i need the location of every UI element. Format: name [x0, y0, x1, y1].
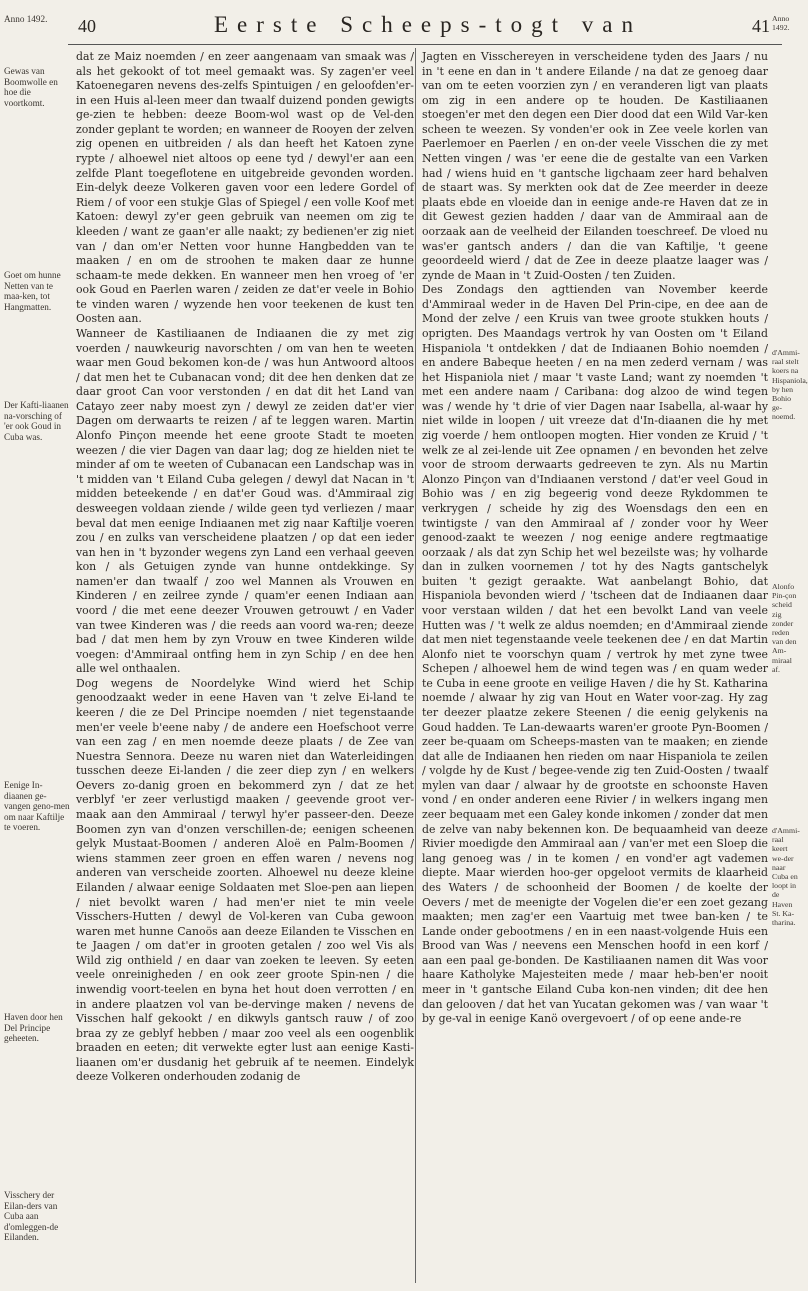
margin-note-right: d'Ammi-raal stelt koers na Hispaniola, by hen Bohio ge-noemd. [772, 348, 808, 422]
margin-note-left: Gewas van Boomwolle en hoe die voortkomt. [4, 66, 58, 108]
right-column [422, 50, 768, 1027]
paragraph: dat ze Maiz noemden / en zeer aangenaam van smaak was / als het gekookt of tot meel gemaakt was. Sy zagen'er veel Katoenegaren nevens des-zelfs Spintuigen / en geloofden'er-in een Huis al-leen meer dan twaalf duizend ponden gewigts ge-zien te hebben: deeze Boom-wol wast op de Vel-den zonder geplant te worden; en wanneer de Rooyen der zelven zig openen en uitbreiden / als dan heeft het Katoen zyne rypte / alhoewel niet altoos op eene tyd / dewyl'er aan een zelfde Plant toegeflotene en uitgebreide gevonden worden. Ein-delyk deeze Volkeren gaven voor een ledere Gordel of Riem / of voor een stukje Glas of Spiegel / een volle Koof met Katoen: dewyl zy'er geen gebruik van neemen om zig te kleeden / want ze gaan'er alle naakt; zy bedienen'er zig niet van / dan om'er Netten voor hunne Hangbedden van te maaken / en om de stroohen te maken daar ze hunne schaam-te mede dekken. En wanneer men hen vroeg of 'er ook Goud en Paerlen waren / zeiden ze dat'er veele in Bohio te vinden waren / wyzende hen voor teekenen de kust ten Oosten aan. [76, 50, 414, 326]
left-column [76, 50, 414, 1085]
column-divider [415, 48, 416, 1283]
margin-note-right: Alonfo Pin-çon scheid zig zonder reden van den Am-miraal af. [772, 582, 797, 674]
margin-note-right: Anno 1492. [772, 14, 790, 33]
margin-note-right: d'Ammi-raal keert we-der naar Cuba en loopt in de Haven St. Ka-tharina. [772, 826, 800, 928]
margin-note-left: Goet om hunne Netten van te maa-ken, tot Hangmatten. [4, 270, 61, 312]
paragraph: Jagten en Visschereyen in verscheidene tyden des Jaars / nu in 't eene en dan in 't andere Eilande / na dat ze genoeg daar van om te eeten voorzien zyn / en veranderen ligt van plaats om zig in een andere op te houden. De Kastiliaanen stoegen'er met den degen een Dier dood dat een Wild Var-ken scheen te weezen. Sy vonden'er ook in Zee veele korlen van Paerlemoer en Paerlen / en on-der veele Visschen die zy met Netten vingen / was 'er eene die de gestalte van een Varken had / wiens huid en 't gantsche ligchaam zeer hard behalven de staart was. Sy merkten ook dat de Zee meerder in deeze plaats ebde en vloeide dan in eenige ande-re Haven dat ze in dit Gewest gezien hadden / daar van de Ammiraal aan de oorzaak aan de veelheid der Eilanden toeschreef. De vloed nu was'er gantsch anders / dan die van Kaftilje, 't geene geoordeeld wierd / dat de Zee in deeze plaatze laager was / zynde de Maan in 't Zuid-Oosten / ten Zuiden. [422, 50, 768, 282]
page-number-left: 40 [78, 16, 96, 36]
margin-note-left: Der Kafti-liaanen na-vorsching of 'er ook Goud in Cuba was. [4, 400, 69, 442]
page-number-right: 41 [752, 16, 770, 36]
margin-note-left: Eenige In-diaanen ge-vangen geno-men om naar Kaftilje te voeren. [4, 780, 70, 833]
paragraph: Des Zondags den agttienden van November keerde d'Ammiraal weder in de Haven Del Prin-cipe, en dee aan de Mond der zelve / een Kruis van twee groote stukken houts / oprigten. Des Maandags vertrok hy van Oosten om 't Eiland Hispaniola 't ontdekken / dat de Indiaanen Bohio noemden / en andere Babeque heeten / en na men zederd vernam / was het Hispaniola niet / maar 't vaste Land; want zy noemden 't met een andere naam / Caribana: dog alzoo de wind tegen was / wende hy 't drie of vier Dagen naar Isabella, al-waar hy niet wilde in loopen / uit vreeze dat d'In-diaanen die hy met zig voerde / hem ontloopen mogten. Hier vonden ze Kruid / 't welk ze al zei-lende uit Zee opnamen / en bevonden het zelve voor de stroom derwaarts gedreeven te zyn. Als nu Martin Alonzo Pinçon van d'Indiaanen verstond / dat'er veel Goud in Bohio was / en zig begeerig vond deeze Rykdommen te verkrygen / scheide hy zig des Woensdags den een en twintigste / van den Ammiraal af / zonder voor hy Weer genood-zaakt te weezen / nog eenige andere regtmaatige oorzaak / als dat zyn Schip het wel bezeilste was; hy volharde dan in zulken voornemen / tot hy des Nagts gantschelyk buiten 't gezigt geraakte. Wat aanbelangt Bohio, dat Hispaniola bevonden wierd / 'tscheen dat de Indiaanen daar voor verstaan wilden / dat het een bevolkt Land van veele Hutten was / 't welk ze aldus noemden; en d'Ammiraal ziende dat men niet tegenstaande veele teekenen dee / en dat Martin Alonfo niet te voorschyn quam / vertrok hy met zyne twee Schepen / alhoewel hem de wind tegen was / en quam weder te Cuba in eene groote en veilige Haven / die hy St. Katharina noemde / alwaar hy zig van Hout en Water voor-zag. Hy zag ter deezer plaatze zekere Steenen / die eenig gelykenis na Goud hadden. Te Lan-dewaarts waren'er groote Pyn-Boomen / zeer be-quaam om Scheeps-masten van te maaken; en ziende dat alle de Indiaanen hen rieden om naar Hispaniola te zeilen / volgde hy de Kust / begee-vende zig ten Zuid-Oosten / twaalf mylen van daar / alwaar hy de grootste en schoonste Haven vond / en onder anderen eene Rivier / in welkers ingang men zeer bequaam met een Galey konde inkomen / zonder dat men de zelve van naby bekennen kon. De bequaamheid van deeze Rivier moedigde den Ammiraal aan / van'er met een Sloep die lang genoeg was / in te komen / en vond'er agt vademen diepte. Maar wierden hoo-ger opgeloot vermits de klaarheid des Waters / de schoonheid der Boomen / de koelte der Oevers / met de meenigte der Vogelen die'er een zoet gezang maakten; men zag'er een Vaartuig met twee ban-ken / te Lande onder gebootmens / en in een naast-volgende Huis een Brood van Was / neevens een Menschen hoofd in een korf / aan een paal ge-bonden. De Kastiliaanen namen dit Was voor haare Katholyke Majesteiten mede / maar heb-ben'er nooit meer in 't gantsche Eiland Cuba kon-nen vinden; dit dee hen dan gelooven / dat het van Yucatan gekomen was / van waar 't by ge-val in eenige Kanö overgevoert / of op eene ande-re [422, 283, 768, 1026]
margin-note-left: Visschery der Eilan-ders van Cuba aan d'omleggen-de Eilanden. [4, 1190, 59, 1243]
page-header [0, 10, 800, 40]
margin-note-left: Anno 1492. [4, 14, 48, 24]
margin-note-left: Haven door hen Del Principe geheeten. [4, 1012, 63, 1044]
running-title: Eerste Scheeps-togt van [214, 12, 642, 37]
header-rule [68, 44, 782, 45]
paragraph: Dog wegens de Noordelyke Wind wierd het Schip genoodzaakt weder in eene Haven van 't zelve Ei-land te keeren / die ze Del Principe noemden / niet tegenstaande men'er veele b'eene naby / de andere een Hoefschoot verre van een zag / en men noemde deeze plaats / de Zee van Nuestra Sennora. Deeze nu waren niet dan Waterleidingen tusschen deeze Ei-landen / die zeer diep zyn / en welkers Oevers zo-danig groen en bekommerd zyn / dat ze het verblyf 'er zeer verlustigd maaken / geevende groot ver-maak aan den Ammiraal / terwyl hy'er passeer-den. Deeze Boomen zyn van d'onzen verschillen-de; eenigen scheenen gelyk Mustaat-Boomen / anderen Aloë en Palm-Boomen / wiens stammen zeer groen en effen waren / nevens nog anderen van verscheide zoorten. Alhoewel nu deeze kleine Eilanden / alwaar eenige Soldaaten met Sloe-pen aan liepen / niet bevolkt waren / had men'er niet te min veele Visschers-Hutten / dewyl de Vol-keren van Cuba gewoon waren met hunne Canoös aan deeze Eilanden te Visschen en te Jaagen / om dat'er in grooten getalen / zoo wel Vis als Wild zig onthield / en daar van zoeken te leeven. Sy eeten veele onreinigheden / en ook zeer groote Spin-nen / die inwendig voort-teelen en byna het hout doen verrotten / en in andere plaatzen vol van be-dervinge maken / nevens de Visschen half gekookt / en dikwyls gantsch rauw / of zoo braa zy ze geblyf hebben / maar zoo veel als een oogenblik braaden en eeten; dit verwekte egter lust aan eenige Kasti-liaanen om'er dusdanig het gebruik af te neemen. Eindelyk deeze Volkeren onderhouden zodanig de [76, 676, 414, 1084]
paragraph: Wanneer de Kastiliaanen de Indiaanen die zy met zig voerden / nauwkeurig navorschten / om van hen te weeten waar men Goud bekomen kon-de / was hun Antwoord altoos / dat men het te Cubanacan vond; dit dee hen denken dat ze daar groot Can voor verstonden / en dat dit het Land van Catayo zeer naby moest zyn / dewyl ze zeiden dat'er vier Dagen om derwaarts te reizen / af te leggen waren. Martin Alonfo Pinçon meende het eene groote Stadt te moeten weezen / die vier Dagen van daar lag; dog ze hielden niet te minder af om te weeten of Cubanacan een Landschap was in 't midden van 't Eiland Cuba gelegen / dewyl dat Nacan in 't midden beteekende / en dat'er Goud was. d'Ammiraal zig desweegen voldaan ziende / wilde geen tyd verliezen / maar beval dat men eenige Indiaanen met zig naar Kaftilje voeren zou / en zulks van verscheidene plaatzen / op dat een ieder van hen in 't byzonder wegens zyn Land een verhaal geeven kon / als Getuigen zynde van hunne ontdekkinge. Sy namen'er dan twaalf / zoo wel Mannen als Vrouwen en Kinderen / en zeilree zynde / quam'er eenen Indiaan aan voord / die met eene deezer Vrouwen getrouwt / en Vader van twee Kinderen was / die reeds aan voord wa-ren; deeze bad / dat men hem by zyn Vrouw en twee Kinderen wilde voegen: d'Ammiraal ontfing hem in zyn Schip / en dee hen alle wel onthaalen. [76, 326, 414, 676]
